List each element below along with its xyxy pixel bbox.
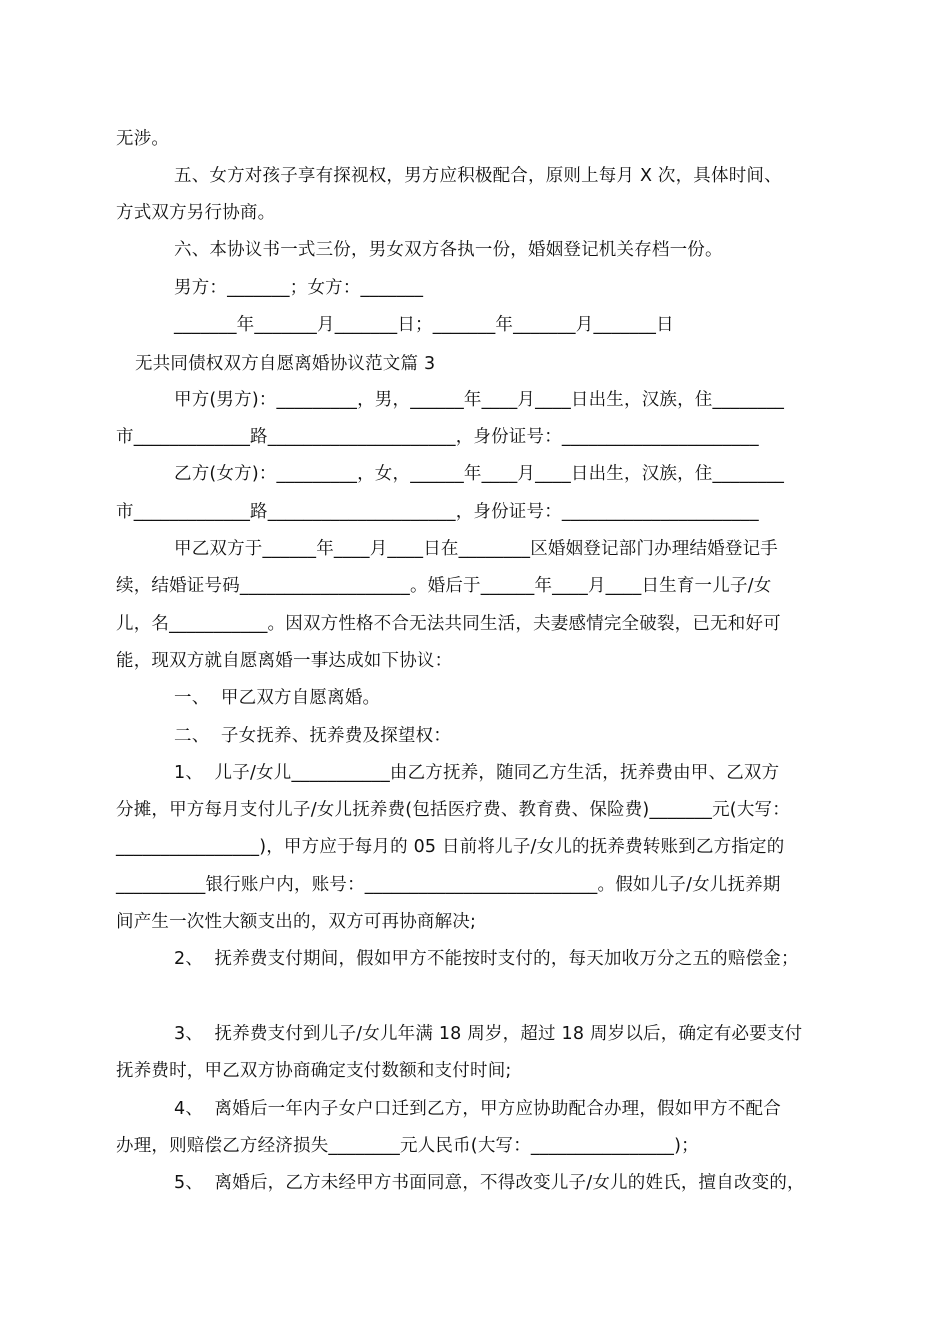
text-line: 儿，名___________。因双方性格不合无法共同生活，夫妻感情完全破裂，已无和好可 <box>116 614 781 634</box>
text-line: 二、 子女抚养、抚养费及探望权： <box>174 726 452 746</box>
date-line: _______年_______月_______日；_______年_______月_______日 <box>174 315 674 335</box>
text-line: __________银行账户内，账号：__________________________。假如儿子/女儿抚养期 <box>116 875 781 895</box>
text-line: 续，结婚证号码___________________。婚后于______年____月____日生育一儿子/女 <box>116 576 772 596</box>
text-line: 市_____________路_____________________，身份证号：______________________ <box>116 502 759 522</box>
text-line: 3、 抚养费支付到儿子/女儿年满 18 周岁，超过 18 周岁以后，确定有必要支付 <box>174 1024 803 1044</box>
text-line: 1、 儿子/女儿___________由乙方抚养，随同乙方生活，抚养费由甲、乙双方 <box>174 763 780 783</box>
text-line: 六、本协议书一式三份，男女双方各执一份，婚姻登记机关存档一份。 <box>174 240 723 260</box>
text-line: 分摊，甲方每月支付儿子/女儿抚养费(包括医疗费、教育费、保险费)_______元(大写： <box>116 800 790 820</box>
text-line: 间产生一次性大额支出的，双方可再协商解决; <box>116 912 477 932</box>
text-line: 抚养费时，甲乙双方协商确定支付数额和支付时间; <box>116 1061 512 1081</box>
text-line: 办理，则赔偿乙方经济损失________元人民币(大写：________________)； <box>116 1136 699 1156</box>
text-line: 甲方(男方)：_________，男，______年____月____日出生，汉族，住________ <box>174 390 785 410</box>
text-line: 乙方(女方)：_________，女，______年____月____日出生，汉族，住________ <box>174 464 785 484</box>
text-line: 甲乙双方于______年____月____日在________区婚姻登记部门办理结婚登记手 <box>174 539 778 559</box>
signature-line: 男方：_______；女方：_______ <box>174 278 424 298</box>
text-line: 五、女方对孩子享有探视权，男方应积极配合，原则上每月 X 次，具体时间、 <box>174 166 782 186</box>
text-line: 一、 甲乙双方自愿离婚。 <box>174 688 381 708</box>
text-line: 5、 离婚后，乙方未经甲方书面同意，不得改变儿子/女儿的姓氏，擅自改变的， <box>174 1173 805 1193</box>
text-line: 2、 抚养费支付期间，假如甲方不能按时支付的，每天加收万分之五的赔偿金； <box>174 949 799 969</box>
text-line: 无涉。 <box>116 129 170 149</box>
text-line: 4、 离婚后一年内子女户口迁到乙方，甲方应协助配合办理，假如甲方不配合 <box>174 1099 781 1119</box>
text-line: 能，现双方就自愿离婚一事达成如下协议： <box>116 651 453 671</box>
text-line: 方式双方另行协商。 <box>116 203 276 223</box>
text-line: 市_____________路_____________________，身份证号：______________________ <box>116 427 759 447</box>
section-title: 无共同债权双方自愿离婚协议范文篇 3 <box>135 354 436 374</box>
text-line: ________________)，甲方应于每月的 05 日前将儿子/女儿的抚养费转账到乙方指定的 <box>116 837 785 857</box>
